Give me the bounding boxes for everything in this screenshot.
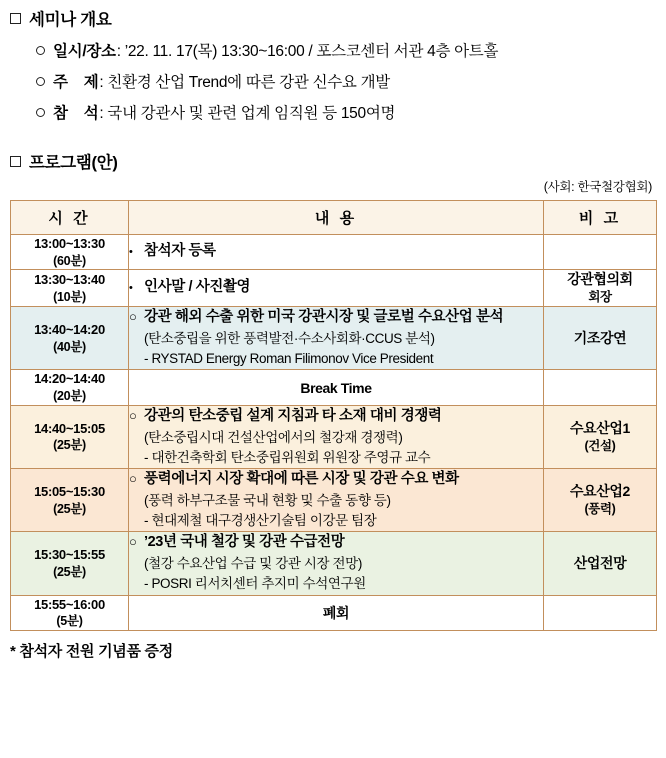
note-subtext: 회장 xyxy=(588,290,612,305)
content-text: 폐회 xyxy=(322,604,350,621)
content-line xyxy=(129,448,543,468)
square-bullet-icon xyxy=(10,156,21,167)
table-row xyxy=(11,595,657,630)
cell-content xyxy=(129,235,544,270)
content-line xyxy=(129,277,543,299)
dot-bullet-icon: • xyxy=(129,282,133,295)
list-item xyxy=(10,70,656,92)
content-text: - RYSTAD Energy Roman Filimonov Vice President xyxy=(144,351,434,367)
content-line xyxy=(129,532,543,554)
cell-note xyxy=(544,370,657,405)
content-text: - POSRI 리서치센터 추지미 수석연구원 xyxy=(144,576,366,592)
time-range: 15:05~15:30 xyxy=(34,484,105,500)
cell-time xyxy=(11,469,129,532)
circle-bullet-icon: ○ xyxy=(129,407,137,423)
cell-content xyxy=(129,532,544,595)
program-heading xyxy=(10,149,656,173)
time-range: 13:40~14:20 xyxy=(34,322,105,338)
time-range: 13:30~13:40 xyxy=(34,272,105,288)
cell-time xyxy=(11,405,129,468)
seminar-heading-label: 세미나 개요 xyxy=(29,11,112,29)
content-text: 강관 해외 수출 위한 미국 강관시장 및 글로벌 수요산업 분석 xyxy=(144,309,504,326)
bullet-separator: : xyxy=(99,74,104,91)
program-table xyxy=(10,200,657,631)
cell-note xyxy=(544,469,657,532)
time-duration: (25분) xyxy=(53,564,86,579)
content-line xyxy=(129,469,543,491)
seminar-heading xyxy=(10,6,656,30)
time-range: 14:40~15:05 xyxy=(34,420,105,436)
content-line xyxy=(129,428,543,448)
bullet-separator: : xyxy=(99,105,104,122)
footnote: * 참석자 전원 기념품 증정 xyxy=(10,643,173,661)
content-text: 강관의 탄소중립 설계 지침과 타 소재 대비 경쟁력 xyxy=(144,407,442,424)
content-text: (철강 수요산업 수급 및 강관 시장 전망) xyxy=(144,556,362,572)
content-text: ’23년 국내 철강 및 강관 수급전망 xyxy=(144,534,345,551)
table-row xyxy=(11,235,657,270)
circle-bullet-icon xyxy=(36,46,45,55)
square-bullet-icon xyxy=(10,13,21,24)
content-text: (탄소중립시대 건설산업에서의 철강재 경쟁력) xyxy=(144,429,403,445)
time-range: 14:20~14:40 xyxy=(34,371,105,387)
cell-content xyxy=(129,270,544,307)
table-row xyxy=(11,270,657,307)
time-duration: (10분) xyxy=(53,289,86,304)
content-line xyxy=(129,406,543,428)
content-line xyxy=(129,511,543,531)
note-text: 산업전망 xyxy=(573,555,627,572)
content-line xyxy=(129,491,543,511)
table-row xyxy=(11,405,657,468)
cell-time xyxy=(11,270,129,307)
cell-time xyxy=(11,532,129,595)
content-text: 인사말 / 사진촬영 xyxy=(144,279,251,296)
cell-time xyxy=(11,595,129,630)
table-row xyxy=(11,307,657,370)
bullet-separator: : xyxy=(116,43,121,60)
content-line xyxy=(129,349,543,369)
bullet-text: ’22. 11. 17(목) 13:30~16:00 / 포스코센터 서관 4층 아트홀 xyxy=(124,43,499,60)
content-text: Break Time xyxy=(300,379,372,396)
cell-time xyxy=(11,307,129,370)
circle-bullet-icon xyxy=(36,77,45,86)
cell-note xyxy=(544,270,657,307)
dot-bullet-icon: • xyxy=(129,246,133,259)
time-duration: (25분) xyxy=(53,438,86,453)
time-range: 15:55~16:00 xyxy=(34,596,105,612)
content-text: 참석자 등록 xyxy=(144,243,216,260)
bullet-label: 일시/장소 xyxy=(53,43,116,60)
note-text: 강관협의회 xyxy=(567,271,633,288)
program-table-body xyxy=(11,235,657,631)
content-text: - 현대제철 대구경생산기술팀 이강문 팀장 xyxy=(144,513,377,529)
content-text: - 대한건축학회 탄소중립위원회 위원장 주영규 교수 xyxy=(144,449,431,465)
cell-note xyxy=(544,532,657,595)
note-subtext: (풍력) xyxy=(584,502,616,517)
bullet-text: 친환경 산업 Trend에 따른 강관 신수요 개발 xyxy=(107,74,390,91)
cell-time xyxy=(11,235,129,270)
content-line xyxy=(129,241,543,263)
note-text: 수요산업1 xyxy=(570,420,630,437)
cell-content xyxy=(129,307,544,370)
content-line xyxy=(129,574,543,594)
bullet-label: 참 석 xyxy=(53,105,99,122)
cell-note xyxy=(544,405,657,468)
cell-content xyxy=(129,595,544,630)
cell-note xyxy=(544,307,657,370)
program-heading-label: 프로그램(안) xyxy=(29,154,118,172)
cell-note xyxy=(544,595,657,630)
column-header-content: 내 용 xyxy=(129,201,544,235)
content-line xyxy=(129,554,543,574)
table-row xyxy=(11,469,657,532)
time-duration: (25분) xyxy=(53,501,86,516)
seminar-bullet-list xyxy=(10,39,656,123)
circle-bullet-icon xyxy=(36,108,45,117)
bullet-text: 국내 강관사 및 관련 업계 임직원 등 150여명 xyxy=(107,105,396,122)
column-header-note: 비 고 xyxy=(544,201,657,235)
cell-time xyxy=(11,370,129,405)
content-line xyxy=(129,307,543,329)
content-line xyxy=(129,329,543,349)
cell-note xyxy=(544,235,657,270)
cell-content xyxy=(129,469,544,532)
table-row xyxy=(11,532,657,595)
table-header-row xyxy=(11,201,657,235)
content-text: (탄소중립을 위한 풍력발전·수소사회화·CCUS 분석) xyxy=(144,330,435,346)
time-duration: (20분) xyxy=(53,388,86,403)
time-range: 13:00~13:30 xyxy=(34,236,105,251)
time-duration: (40분) xyxy=(53,339,86,354)
time-duration: (5분) xyxy=(56,614,83,629)
content-text: 풍력에너지 시장 확대에 따른 시장 및 강관 수요 변화 xyxy=(144,471,459,488)
time-duration: (60분) xyxy=(53,253,86,268)
list-item xyxy=(10,39,656,61)
note-text: 기조강연 xyxy=(573,329,627,346)
program-host: (사회: 한국철강협회) xyxy=(543,180,652,194)
list-item xyxy=(10,101,656,123)
table-row xyxy=(11,370,657,405)
column-header-time: 시 간 xyxy=(11,201,129,235)
bullet-label: 주 제 xyxy=(53,74,99,91)
circle-bullet-icon: ○ xyxy=(129,471,137,487)
note-text: 수요산업2 xyxy=(570,483,630,500)
time-range: 15:30~15:55 xyxy=(34,547,105,563)
content-text: (풍력 하부구조물 국내 현황 및 수출 동향 등) xyxy=(144,492,391,508)
note-subtext: (건설) xyxy=(584,438,616,453)
circle-bullet-icon: ○ xyxy=(129,309,137,325)
cell-content xyxy=(129,370,544,405)
circle-bullet-icon: ○ xyxy=(129,534,137,550)
cell-content xyxy=(129,405,544,468)
